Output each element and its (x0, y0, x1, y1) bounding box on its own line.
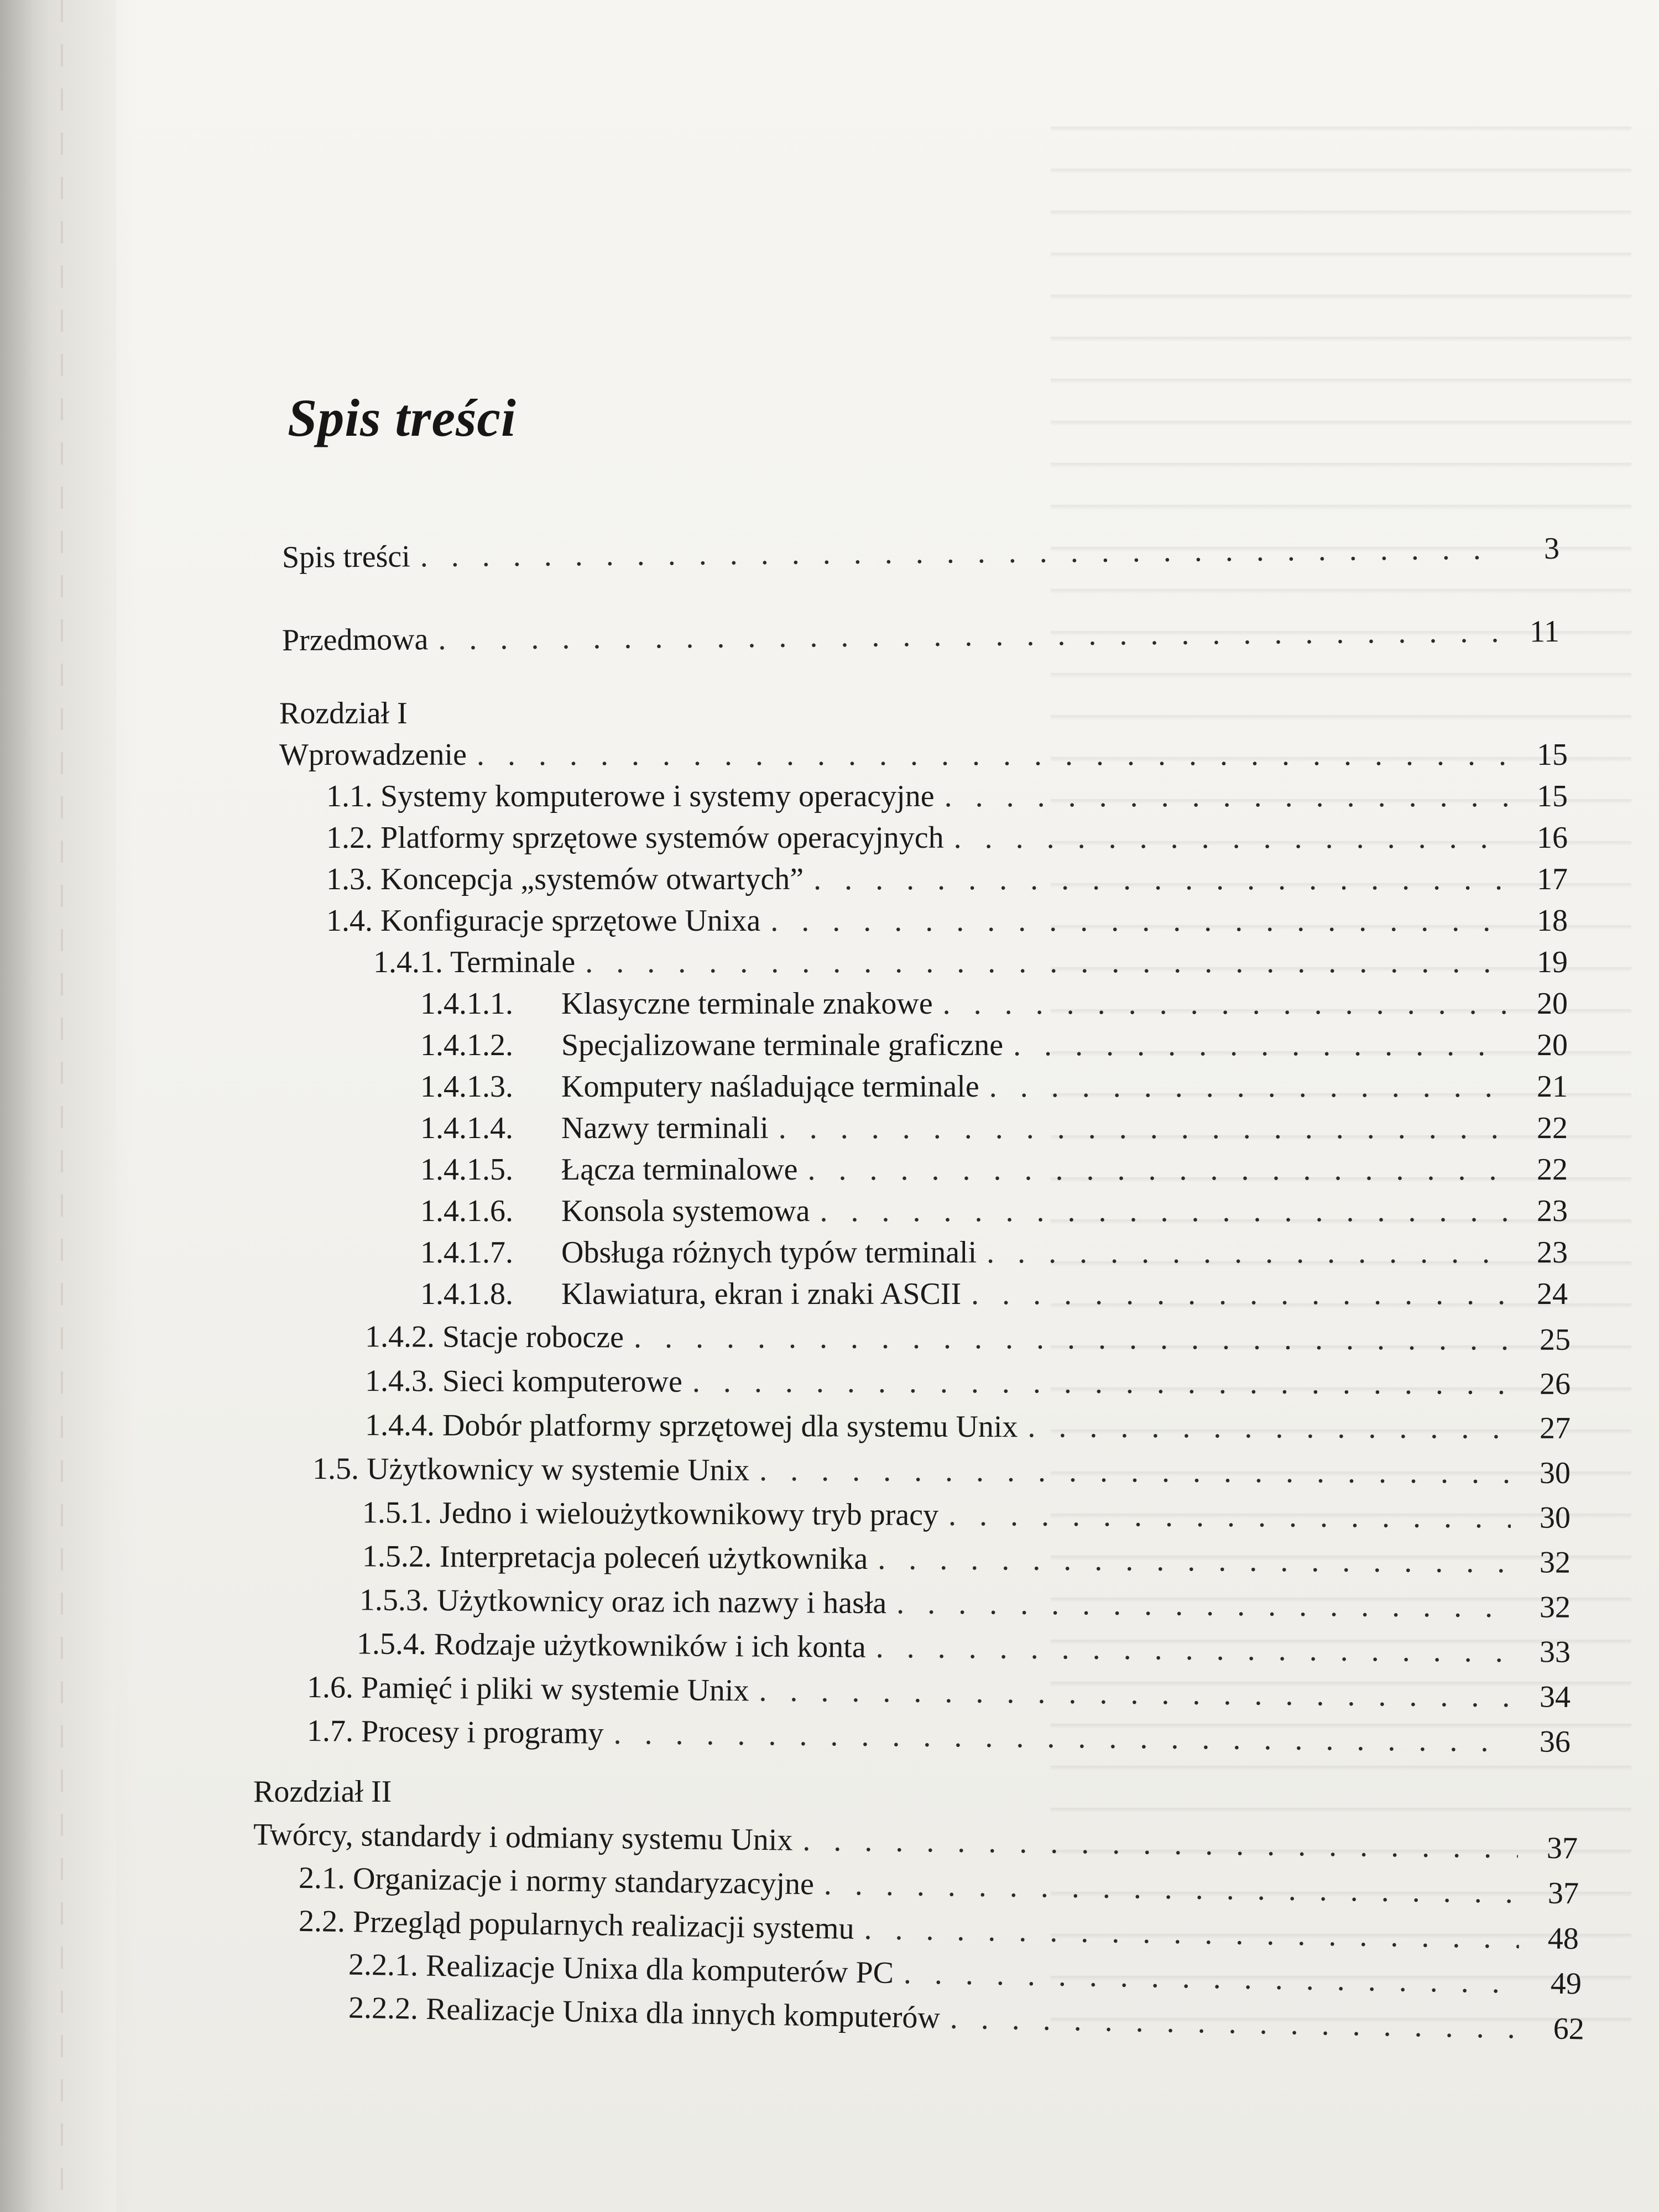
toc-leader-dots (770, 901, 1508, 940)
toc-page-number: 32 (1539, 1545, 1571, 1580)
toc-entry-text: Nazwy terminali (561, 1111, 769, 1145)
toc-entry-text: Specjalizowane terminale graficzne (561, 1028, 1004, 1062)
toc-leader-dots (779, 1109, 1508, 1147)
toc-entry-text: 1.4.4. Dobór platformy sprzętowej dla systemu Unix (364, 1408, 1018, 1444)
toc-entry-text: 1.5.1. Jedno i wieloużytkownikowy tryb pracy (362, 1495, 939, 1532)
toc-entry-text: 2.2. Przegląd popularnych realizacji systemu (298, 1903, 855, 1946)
toc-leader-dots (864, 1910, 1519, 1958)
toc-leader-dots (634, 1318, 1511, 1359)
toc-entry-text: 2.2.2. Realizacje Unixa dla innych komputerów (348, 1990, 941, 2036)
toc-page-number: 22 (1537, 1111, 1568, 1145)
toc-entry (357, 1624, 1571, 1671)
toc-entry-text: Spis treści (281, 539, 411, 575)
chapter-label: Rozdział I (279, 696, 408, 731)
toc-leader-dots (878, 1540, 1511, 1582)
toc-entry (420, 1026, 1568, 1065)
toc-entry-number: 1.4.1.4. (420, 1111, 513, 1145)
toc-page-number: 30 (1539, 1455, 1571, 1490)
toc-entry (420, 1275, 1568, 1313)
toc-page-number: 24 (1537, 1277, 1568, 1311)
toc-entry (365, 1317, 1571, 1359)
toc-page-number: 11 (1529, 614, 1560, 649)
toc-leader-dots (585, 943, 1508, 982)
toc-entry (365, 1406, 1571, 1448)
toc-page-number: 32 (1539, 1590, 1571, 1625)
toc-leader-dots (971, 1275, 1508, 1313)
toc-entry-text: Twórcy, standardy i odmiany systemu Unix (253, 1817, 793, 1858)
toc-page-number: 26 (1539, 1366, 1571, 1401)
toc-leader-dots (1027, 1407, 1511, 1447)
toc-entry (373, 943, 1568, 982)
toc-entry-text: 1.2. Platformy sprzętowe systemów operacyjnych (326, 821, 944, 855)
toc-entry (420, 1150, 1568, 1189)
toc-entry-text: Klasyczne terminale znakowe (561, 987, 933, 1021)
toc-entry (420, 1192, 1568, 1230)
toc-page-number: 16 (1537, 821, 1568, 855)
toc-entry (420, 1067, 1568, 1106)
toc-page-number: 23 (1537, 1235, 1568, 1270)
toc-leader-dots (989, 1067, 1508, 1106)
toc-leader-dots (820, 1192, 1508, 1230)
toc-entry-text: 1.3. Koncepcja „systemów otwartych” (326, 862, 804, 896)
toc-entry-number: 1.4.1.6. (420, 1194, 513, 1228)
toc-entry-text: Komputery naśladujące terminale (561, 1070, 979, 1104)
chapter-label: Rozdział II (253, 1775, 392, 1809)
toc-page-number: 34 (1539, 1679, 1571, 1714)
toc-leader-dots (903, 1954, 1522, 2002)
toc-entry (362, 1537, 1571, 1582)
toc-entry-text: 1.5.4. Rodzaje użytkowników i ich konta (356, 1626, 866, 1665)
toc-entry-text: 2.1. Organizacje i normy standaryzacyjne (298, 1860, 815, 1902)
toc-entry (282, 529, 1559, 577)
toc-page-number: 49 (1550, 1966, 1582, 2001)
toc-entry (420, 984, 1568, 1023)
toc-leader-dots (759, 1671, 1511, 1716)
toc-entry (326, 777, 1568, 816)
toc-entry (359, 1580, 1571, 1626)
toc-leader-dots (945, 777, 1508, 816)
toc-entry (362, 1493, 1571, 1537)
toc-page-number: 27 (1539, 1411, 1571, 1446)
toc-entry (326, 818, 1568, 857)
toc-entry-number: 1.4.1.3. (420, 1070, 513, 1104)
toc-entry-text: Wprowadzenie (279, 738, 467, 772)
toc-entry (312, 1449, 1571, 1493)
toc-entry (420, 1109, 1568, 1147)
toc-leader-dots (808, 1150, 1508, 1189)
toc-entry-number: 1.4.1.8. (420, 1277, 513, 1311)
toc-leader-dots (420, 530, 1500, 576)
toc-page-number: 62 (1553, 2011, 1585, 2047)
toc-page-number: 17 (1537, 862, 1568, 896)
toc-page-number: 20 (1537, 987, 1568, 1021)
toc-entry-text: Obsługa różnych typów terminali (561, 1235, 977, 1270)
toc-entry-text: Konsola systemowa (561, 1194, 810, 1228)
toc-leader-dots (477, 735, 1508, 774)
toc-leader-dots (802, 1821, 1518, 1867)
toc-leader-dots (950, 1999, 1525, 2047)
toc-entry-number: 1.4.1.5. (420, 1152, 513, 1187)
toc-page-number: 48 (1547, 1921, 1579, 1957)
toc-page-number: 15 (1537, 738, 1568, 772)
toc-page-number: 37 (1546, 1830, 1578, 1866)
toc-entry (307, 1668, 1571, 1717)
toc-entry (420, 1233, 1568, 1272)
toc-page-number: 22 (1537, 1152, 1568, 1187)
toc-entry-number: 1.4.1.7. (420, 1235, 513, 1270)
toc-entry-text: 1.5. Użytkownicy w systemie Unix (312, 1452, 750, 1488)
toc-entry-text: Przedmowa (281, 622, 429, 658)
toc-leader-dots (613, 1714, 1511, 1761)
toc-entry-text: 1.5.3. Użytkownicy oraz ich nazwy i hasła (359, 1583, 887, 1621)
toc-entry-text: 2.2.1. Realizacje Unixa dla komputerów PC (348, 1947, 894, 1990)
toc-entry-text: 1.4. Konfiguracje sprzętowe Unixa (326, 904, 761, 938)
toc-entry-number: 1.4.1.1. (420, 987, 513, 1021)
toc-entry-number: 1.4.1.2. (420, 1028, 513, 1062)
toc-page-number: 37 (1547, 1876, 1579, 1911)
toc-page-number: 20 (1537, 1028, 1568, 1062)
toc-page-number: 30 (1539, 1500, 1571, 1535)
toc-entry (365, 1361, 1571, 1404)
toc-page-number: 36 (1539, 1724, 1571, 1759)
toc-leader-dots (692, 1363, 1511, 1404)
toc-page-number: 21 (1537, 1070, 1568, 1104)
toc-entry (326, 901, 1568, 940)
toc-page-number: 3 (1543, 531, 1560, 566)
page-title: Spis treści (288, 388, 517, 447)
toc-page-number: 33 (1539, 1635, 1571, 1670)
toc-entry-text: 1.4.3. Sieci komputerowe (364, 1364, 682, 1399)
toc-page-number: 19 (1537, 945, 1568, 979)
toc-entry-text: 1.1. Systemy komputerowe i systemy operacyjne (326, 779, 935, 813)
toc-entry (326, 860, 1568, 899)
toc-entry-text: 1.4.2. Stacje robocze (364, 1319, 624, 1355)
toc-entry (282, 612, 1559, 660)
toc-leader-dots (896, 1584, 1511, 1626)
toc-entry (307, 1712, 1571, 1761)
toc-leader-dots (824, 1865, 1520, 1912)
toc-leader-dots (759, 1451, 1511, 1493)
toc-leader-dots (948, 1496, 1511, 1537)
toc-entry-text: 1.6. Pamięć i pliki w systemie Unix (306, 1670, 749, 1708)
toc-page-number: 18 (1537, 904, 1568, 938)
toc-entry-text: 1.7. Procesy i programy (306, 1714, 604, 1751)
toc-leader-dots (943, 984, 1508, 1023)
toc-page-number: 15 (1537, 779, 1568, 813)
chapter-title-entry (279, 735, 1568, 774)
toc-leader-dots (1013, 1026, 1508, 1065)
toc-entry-text: Łącza terminalowe (561, 1152, 798, 1187)
toc-page-number: 23 (1537, 1194, 1568, 1228)
toc-leader-dots (875, 1628, 1511, 1671)
toc-leader-dots (954, 818, 1508, 857)
toc-entry-text: 1.5.2. Interpretacja poleceń użytkownika (362, 1539, 868, 1577)
toc-leader-dots (987, 1233, 1508, 1272)
toc-entry-text: 1.4.1. Terminale (373, 945, 576, 979)
toc-leader-dots (813, 860, 1508, 899)
toc-entry-text: Klawiatura, ekran i znaki ASCII (561, 1277, 962, 1311)
toc-leader-dots (438, 613, 1500, 659)
toc-page-number: 25 (1539, 1322, 1571, 1357)
